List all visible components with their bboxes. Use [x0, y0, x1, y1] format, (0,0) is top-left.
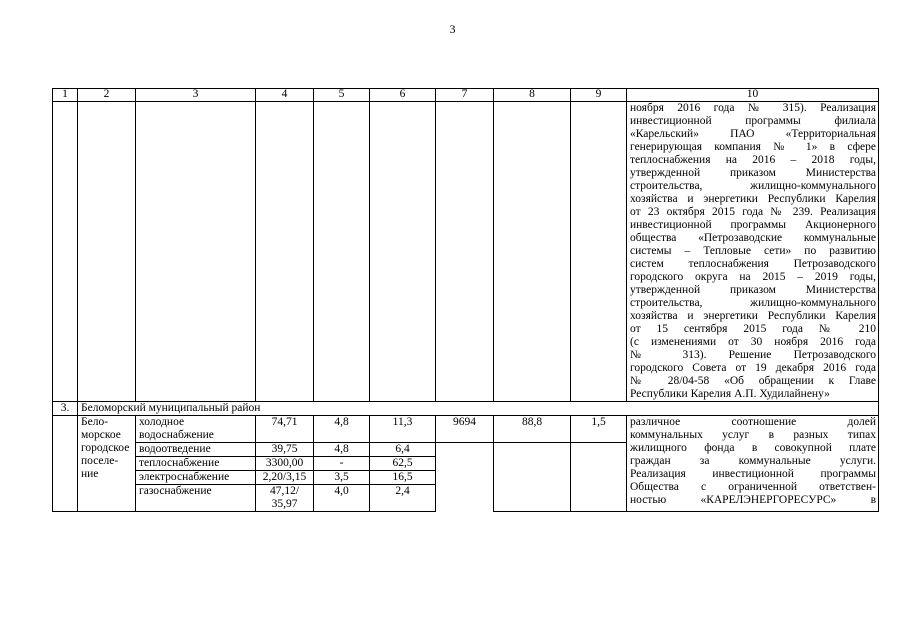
- continuation-row: [53, 102, 879, 402]
- service-name: водоотведение: [136, 443, 256, 457]
- text-line: инвестиционной программы филиала: [630, 115, 876, 127]
- note-line: коммунальных услуг в разных типах: [630, 429, 876, 441]
- header-cell-10: 10: [627, 89, 879, 102]
- text-line: Республики Карелия А.П. Худилайнену»: [630, 388, 830, 400]
- header-cell-7: 7: [436, 89, 494, 102]
- service-tariff: 3300,00: [256, 457, 314, 471]
- text-line: общества «Петрозаводские коммунальные: [630, 232, 876, 244]
- note-text: [627, 416, 879, 512]
- service-share: 6,4: [370, 443, 436, 457]
- settlement-line: Бело-: [81, 416, 109, 428]
- text-line: систем теплоснабжения Петрозаводского: [630, 258, 876, 270]
- service-index: 4,8: [314, 443, 370, 457]
- service-share: 62,5: [370, 457, 436, 471]
- settlement-line: городское: [81, 442, 130, 454]
- text-line: от 23 октября 2015 года № 239. Реализация: [630, 206, 876, 218]
- service-tariff: 74,71: [256, 416, 314, 443]
- header-cell-5: 5: [314, 89, 370, 102]
- service-tariff: 39,75: [256, 443, 314, 457]
- service-name: электроснабжение: [136, 471, 256, 485]
- header-cell-4: 4: [256, 89, 314, 102]
- section-row: [53, 402, 879, 416]
- settlement-line: ние: [81, 468, 99, 480]
- service-name: холодное водоснабжение: [136, 416, 256, 443]
- tariff-table: [52, 88, 879, 512]
- header-row: [53, 89, 879, 102]
- text-line: «Карельский» ПАО «Территориальная: [630, 128, 876, 140]
- total-col9: 1,5: [571, 416, 627, 443]
- text-line: городского Совета от 19 декабря 2016 года: [630, 362, 876, 374]
- note-line: Общества с ограниченной ответствен-: [630, 481, 876, 493]
- header-cell-9: 9: [571, 89, 627, 102]
- service-index: 3,5: [314, 471, 370, 485]
- section-title: Беломорский муниципальный район: [78, 402, 879, 416]
- note-line: Реализация инвестиционной программы: [630, 468, 876, 480]
- header-cell-1: 1: [53, 89, 78, 102]
- text-line: инвестиционной программы Акционерного: [630, 219, 876, 231]
- text-line: системы – Тепловые сети» по развитию: [630, 245, 876, 257]
- settlement-line: морское: [81, 429, 121, 441]
- service-row: [53, 416, 879, 443]
- text-line: хозяйства и энергетики Республики Карелия: [630, 193, 876, 205]
- section-number: 3.: [53, 402, 78, 416]
- text-line: № 28/04-58 «Об обращении к Главе: [630, 375, 876, 387]
- header-cell-8: 8: [494, 89, 571, 102]
- service-share: 11,3: [370, 416, 436, 443]
- settlement-name: [78, 416, 136, 512]
- text-line: ноября 2016 года № 315). Реализация: [630, 102, 876, 114]
- text-line: от 15 сентября 2015 года № 210: [630, 323, 876, 335]
- header-cell-3: 3: [136, 89, 256, 102]
- service-index: -: [314, 457, 370, 471]
- text-line: теплоснабжения на 2016 – 2018 годы,: [630, 154, 876, 166]
- note-line: различное соотношение долей: [630, 416, 876, 428]
- text-line: городского округа на 2015 – 2019 годы,: [630, 271, 876, 283]
- note-line: ностью «КАРЕЛЭНЕРГОРЕСУРС» в: [630, 494, 876, 506]
- text-line: строительства, жилищно-коммунального: [630, 297, 876, 309]
- service-share: 16,5: [370, 471, 436, 485]
- service-name: теплоснабжение: [136, 457, 256, 471]
- service-tariff: 47,12/ 35,97: [256, 485, 314, 512]
- text-line: генерирующая компания № 1» в сфере: [630, 141, 876, 153]
- note-line: граждан за коммунальные услуги.: [630, 455, 876, 467]
- service-index: 4,8: [314, 416, 370, 443]
- service-tariff: 2,20/3,15: [256, 471, 314, 485]
- total-col7: 9694: [436, 416, 494, 443]
- continuation-text: [627, 102, 879, 402]
- page-number: 3: [449, 22, 456, 36]
- text-line: утвержденной приказом Министерства: [630, 284, 876, 296]
- text-line: хозяйства и энергетики Республики Карелия: [630, 310, 876, 322]
- total-col8: 88,8: [494, 416, 571, 443]
- text-line: № 313). Решение Петрозаводского: [630, 349, 876, 361]
- settlement-line: поселе-: [81, 455, 119, 467]
- header-cell-6: 6: [370, 89, 436, 102]
- note-line: жилищного фонда в совокупной плате: [630, 442, 876, 454]
- text-line: строительства, жилищно-коммунального: [630, 180, 876, 192]
- service-share: 2,4: [370, 485, 436, 512]
- header-cell-2: 2: [78, 89, 136, 102]
- service-name: газоснабжение: [136, 485, 256, 512]
- text-line: утвержденной приказом Министерства: [630, 167, 876, 179]
- service-index: 4,0: [314, 485, 370, 512]
- text-line: (с изменениями от 30 ноября 2016 года: [630, 336, 876, 348]
